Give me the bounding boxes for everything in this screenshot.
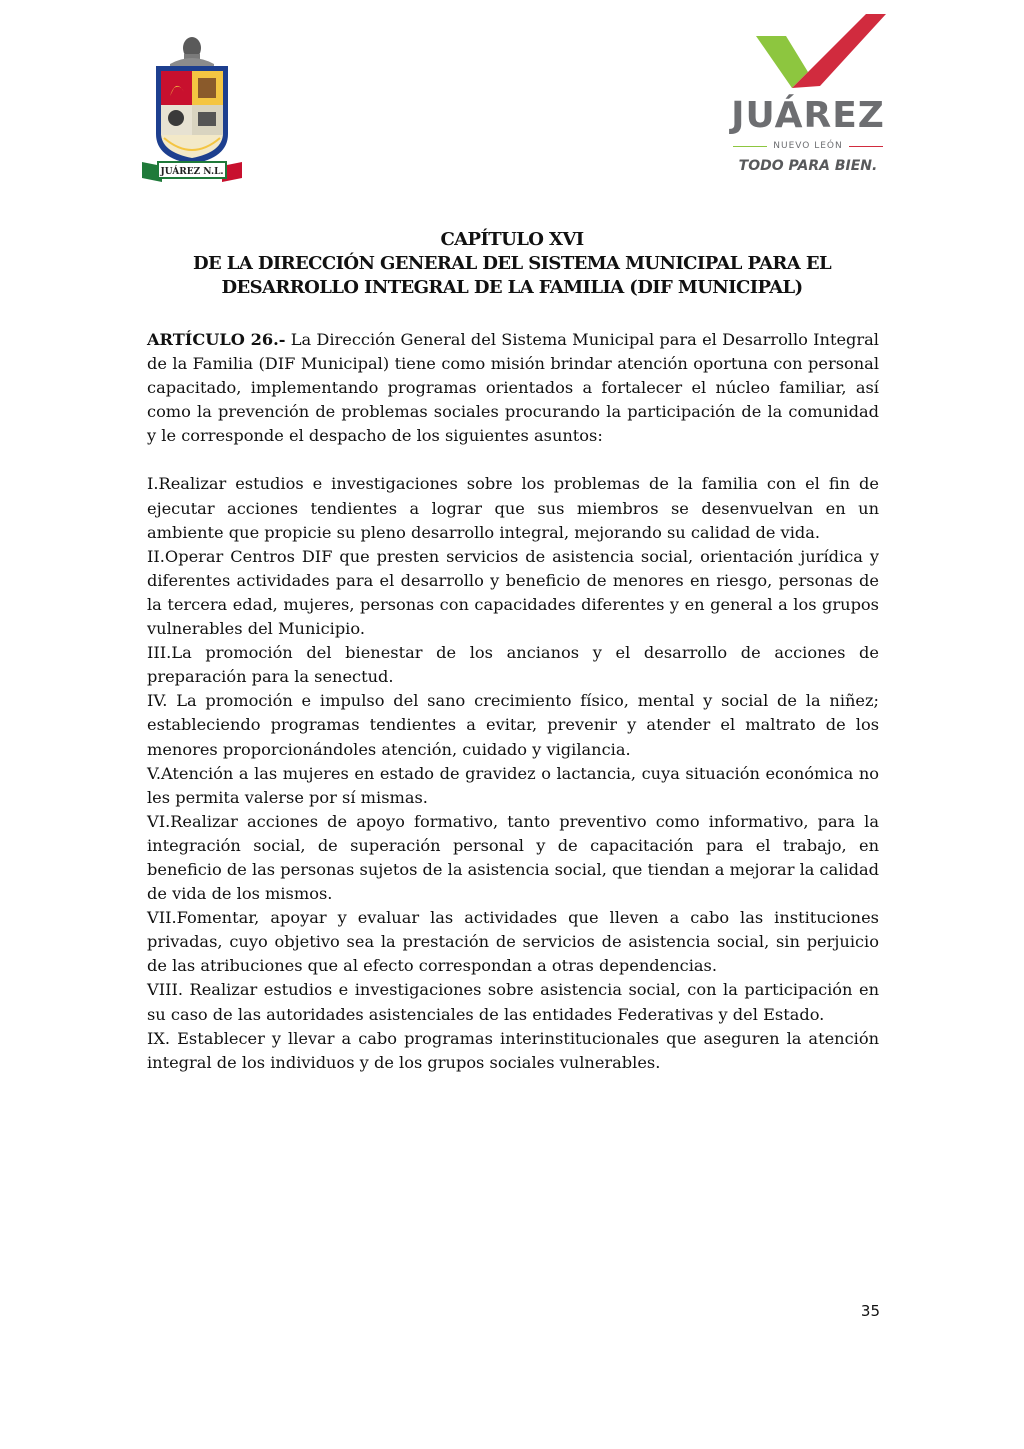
juarez-brand-logo (718, 12, 898, 180)
article-item-5: V.Atención a las mujeres en estado de gravidez o lactancia, cuya situación económica no les permita valerse por sí mismas. (147, 763, 879, 807)
article-item-6: VI.Realizar acciones de apoyo formativo, tanto preventivo como informativo, para la integración social, de superación personal y de capacitación para el trabajo, en beneficio de las personas sujetos de la asistencia social, que tiendan a mejorar la calidad de vida de los mismos. (147, 811, 879, 904)
article-intro-paragraph (147, 328, 879, 448)
checkmark-logo-icon (748, 12, 888, 90)
chapter-number: CAPÍTULO XVI (440, 229, 584, 250)
chapter-title-line-1: DE LA DIRECCIÓN GENERAL DEL SISTEMA MUNICIPAL PARA EL (192, 253, 832, 274)
article-item-4: IV. La promoción e impulso del sano crecimiento físico, mental y social de la niñez; estableciendo programas tendientes a evitar, prevenir y atender el maltrato de los menores proporcionándoles atención, cuidado y vigilancia. (147, 691, 879, 759)
article-item-7: VII.Fomentar, apoyar y evaluar las actividades que lleven a cabo las instituciones privadas, cuyo objetivo sea la prestación de servicios de asistencia social, sin perjuicio de las atribuciones que al efecto correspondan a otras dependencias. (147, 908, 879, 976)
brand-name: JUÁREZ (731, 95, 885, 136)
article-item-8: VIII. Realizar estudios e investigaciones sobre asistencia social, con la participación en su caso de las autoridades asistenciales de las entidades Federativas y del Estado. (147, 980, 879, 1024)
article-item-1: I.Realizar estudios e investigaciones sobre los problemas de la familia con el fin de ejecutar acciones tendientes a lograr que sus miembros se desenvuelvan en un ambiente que propicie su pleno desarrollo integral, mejorando su calidad de vida. (147, 474, 879, 542)
chapter-heading (120, 228, 904, 300)
brand-subtitle-row (718, 138, 898, 154)
page-number: 35 (860, 1302, 880, 1320)
red-rule (849, 146, 883, 147)
article-item-3: III.La promoción del bienestar de los ancianos y el desarrollo de acciones de preparación para la senectud. (147, 643, 879, 687)
brand-subtitle: NUEVO LEÓN (773, 141, 843, 151)
green-rule (733, 146, 767, 147)
paragraph-spacer (147, 448, 879, 472)
chapter-title-line-2: DESARROLLO INTEGRAL DE LA FAMILIA (DIF MUNICIPAL) (221, 277, 803, 298)
brand-tagline: TODO PARA BIEN. (738, 158, 878, 174)
article-item-9: IX. Establecer y llevar a cabo programas interinstitucionales que aseguren la atención integral de los individuos y de los grupos sociales vulnerables. (147, 1028, 879, 1072)
article-body (147, 328, 879, 1075)
article-label: ARTÍCULO 26.- (147, 330, 286, 349)
municipal-crest-logo (140, 34, 244, 186)
article-intro-text: La Dirección General del Sistema Municipal para el Desarrollo Integral de la Familia (DIF Municipal) tiene como misión brindar atención oportuna con personal capacitado, implementando programas orientados a fortalecer el núcleo familiar, así como la prevención de problemas sociales procurando la participación de la comunidad y le corresponde el despacho de los siguientes asuntos: (147, 330, 879, 446)
svg-text:JUÁREZ N.L.: JUÁREZ N.L. (160, 167, 224, 177)
article-item-2: II.Operar Centros DIF que presten servicios de asistencia social, orientación jurídica y diferentes actividades para el desarrollo y beneficio de menores en riesgo, personas de la tercera edad, mujeres, personas con capacidades diferentes y en general a los grupos vulnerables del Municipio. (147, 546, 879, 639)
